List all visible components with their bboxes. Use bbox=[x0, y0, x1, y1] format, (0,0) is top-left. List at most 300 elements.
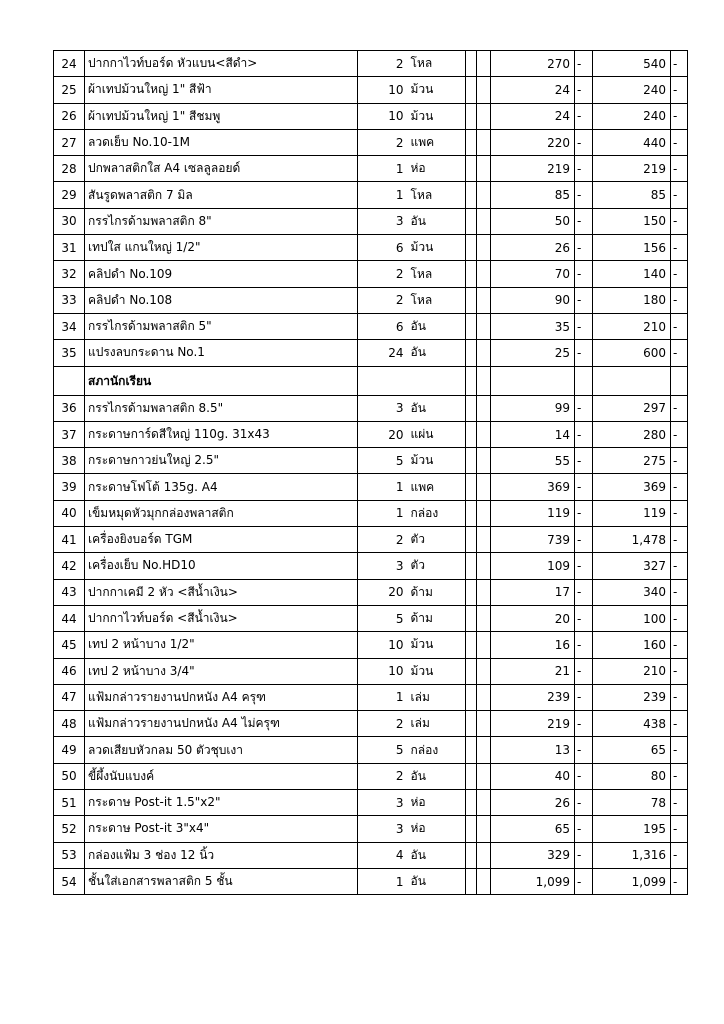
blank-cell bbox=[477, 182, 491, 208]
unit-price: 35 bbox=[491, 313, 575, 339]
unit-price: 21 bbox=[491, 658, 575, 684]
unit-price: 85 bbox=[491, 182, 575, 208]
total-price: 540 bbox=[593, 51, 671, 77]
item-name: กรรไกรด้ามพลาสติก 8.5" bbox=[85, 395, 358, 421]
blank-cell bbox=[466, 763, 477, 789]
item-unit: ม้วน bbox=[408, 658, 466, 684]
item-quantity: 1 bbox=[358, 474, 408, 500]
item-name: กล่องแฟ้ม 3 ช่อง 12 นิ้ว bbox=[85, 842, 358, 868]
satang-cell: - bbox=[671, 868, 688, 894]
item-quantity: 3 bbox=[358, 553, 408, 579]
satang-cell: - bbox=[671, 737, 688, 763]
table-row bbox=[54, 51, 688, 77]
item-name: ลวดเสียบหัวกลม 50 ตัวชุบเงา bbox=[85, 737, 358, 763]
satang-cell: - bbox=[575, 763, 593, 789]
satang-cell: - bbox=[671, 421, 688, 447]
blank-cell bbox=[466, 868, 477, 894]
total-price: 600 bbox=[593, 340, 671, 366]
item-number: 30 bbox=[54, 208, 85, 234]
unit-price: 99 bbox=[491, 395, 575, 421]
satang-cell: - bbox=[575, 737, 593, 763]
table-row bbox=[54, 605, 688, 631]
total-price: 438 bbox=[593, 711, 671, 737]
satang-cell: - bbox=[671, 313, 688, 339]
item-quantity: 2 bbox=[358, 287, 408, 313]
total-price: 327 bbox=[593, 553, 671, 579]
unit-price: 270 bbox=[491, 51, 575, 77]
blank-cell bbox=[466, 500, 477, 526]
blank-cell bbox=[466, 737, 477, 763]
item-number: 29 bbox=[54, 182, 85, 208]
item-quantity: 1 bbox=[358, 684, 408, 710]
blank-cell bbox=[466, 842, 477, 868]
table-row bbox=[54, 395, 688, 421]
item-name: สันรูดพลาสติก 7 มิล bbox=[85, 182, 358, 208]
unit-price: 50 bbox=[491, 208, 575, 234]
unit-price: 25 bbox=[491, 340, 575, 366]
satang-cell: - bbox=[671, 261, 688, 287]
table-row bbox=[54, 474, 688, 500]
table-row bbox=[54, 763, 688, 789]
table-row bbox=[54, 527, 688, 553]
section-row bbox=[54, 366, 688, 395]
item-number: 28 bbox=[54, 156, 85, 182]
blank-cell bbox=[477, 395, 491, 421]
item-number: 32 bbox=[54, 261, 85, 287]
unit-price: 17 bbox=[491, 579, 575, 605]
item-name: ขี้ผึ้งนับแบงค์ bbox=[85, 763, 358, 789]
blank-cell bbox=[466, 553, 477, 579]
item-unit: ตัว bbox=[408, 527, 466, 553]
blank-cell bbox=[466, 235, 477, 261]
satang-cell: - bbox=[671, 235, 688, 261]
item-number: 24 bbox=[54, 51, 85, 77]
item-quantity: 4 bbox=[358, 842, 408, 868]
item-quantity: 10 bbox=[358, 658, 408, 684]
table-row bbox=[54, 77, 688, 103]
item-quantity: 2 bbox=[358, 711, 408, 737]
item-number: 36 bbox=[54, 395, 85, 421]
total-price: 160 bbox=[593, 632, 671, 658]
satang-cell: - bbox=[671, 553, 688, 579]
blank-cell bbox=[477, 129, 491, 155]
unit-price: 24 bbox=[491, 103, 575, 129]
blank-cell bbox=[477, 287, 491, 313]
blank-cell bbox=[466, 816, 477, 842]
satang-cell: - bbox=[575, 711, 593, 737]
table-row bbox=[54, 182, 688, 208]
satang-cell: - bbox=[575, 261, 593, 287]
item-quantity: 10 bbox=[358, 632, 408, 658]
blank-cell bbox=[466, 51, 477, 77]
blank-cell bbox=[477, 208, 491, 234]
blank-cell bbox=[477, 737, 491, 763]
blank-cell bbox=[477, 103, 491, 129]
satang-cell: - bbox=[575, 421, 593, 447]
blank-cell bbox=[466, 129, 477, 155]
item-number: 38 bbox=[54, 448, 85, 474]
blank-cell bbox=[466, 103, 477, 129]
satang-cell: - bbox=[575, 474, 593, 500]
item-unit: อัน bbox=[408, 763, 466, 789]
unit-price: 219 bbox=[491, 711, 575, 737]
blank-cell bbox=[466, 527, 477, 553]
total-price: 195 bbox=[593, 816, 671, 842]
blank-cell bbox=[466, 421, 477, 447]
total-price: 297 bbox=[593, 395, 671, 421]
item-name: ลวดเย็บ No.10-1M bbox=[85, 129, 358, 155]
item-name: เทป 2 หน้าบาง 3/4" bbox=[85, 658, 358, 684]
unit-price: 119 bbox=[491, 500, 575, 526]
blank-cell bbox=[466, 313, 477, 339]
satang-cell: - bbox=[671, 816, 688, 842]
table-row bbox=[54, 156, 688, 182]
item-unit: โหล bbox=[408, 182, 466, 208]
item-quantity: 1 bbox=[358, 182, 408, 208]
item-unit: อัน bbox=[408, 842, 466, 868]
item-quantity: 6 bbox=[358, 313, 408, 339]
unit-price: 219 bbox=[491, 156, 575, 182]
blank-cell bbox=[477, 448, 491, 474]
blank-cell bbox=[466, 658, 477, 684]
item-name: กระดาษ Post-it 1.5"x2" bbox=[85, 790, 358, 816]
item-unit: ม้วน bbox=[408, 448, 466, 474]
section-title: สภานักเรียน bbox=[85, 366, 358, 395]
total-price: 100 bbox=[593, 605, 671, 631]
table-row bbox=[54, 816, 688, 842]
item-name: เทป 2 หน้าบาง 1/2" bbox=[85, 632, 358, 658]
satang-cell: - bbox=[671, 474, 688, 500]
table-row bbox=[54, 632, 688, 658]
total-price: 440 bbox=[593, 129, 671, 155]
blank-cell bbox=[477, 340, 491, 366]
item-unit: เล่ม bbox=[408, 684, 466, 710]
blank-cell bbox=[477, 790, 491, 816]
item-name: เทปใส แกนใหญ่ 1/2" bbox=[85, 235, 358, 261]
item-number: 54 bbox=[54, 868, 85, 894]
item-quantity: 3 bbox=[358, 816, 408, 842]
item-quantity: 5 bbox=[358, 605, 408, 631]
unit-price: 16 bbox=[491, 632, 575, 658]
satang-cell: - bbox=[575, 605, 593, 631]
item-unit: ด้าม bbox=[408, 579, 466, 605]
item-name: กระดาษโฟโต้ 135g. A4 bbox=[85, 474, 358, 500]
satang-cell: - bbox=[575, 790, 593, 816]
unit-price: 26 bbox=[491, 790, 575, 816]
blank-cell bbox=[466, 632, 477, 658]
item-quantity: 10 bbox=[358, 103, 408, 129]
satang-cell: - bbox=[671, 632, 688, 658]
item-number: 48 bbox=[54, 711, 85, 737]
blank-cell bbox=[477, 816, 491, 842]
satang-cell: - bbox=[575, 684, 593, 710]
item-quantity: 24 bbox=[358, 340, 408, 366]
unit-price: 90 bbox=[491, 287, 575, 313]
satang-cell: - bbox=[671, 395, 688, 421]
satang-cell: - bbox=[575, 527, 593, 553]
unit-price: 14 bbox=[491, 421, 575, 447]
total-price: 210 bbox=[593, 313, 671, 339]
table-row bbox=[54, 103, 688, 129]
item-unit: แพค bbox=[408, 474, 466, 500]
satang-cell: - bbox=[575, 632, 593, 658]
total-price: 140 bbox=[593, 261, 671, 287]
item-name: ปากกาไวท์บอร์ด หัวแบน<สีดำ> bbox=[85, 51, 358, 77]
total-price: 275 bbox=[593, 448, 671, 474]
blank-cell bbox=[477, 605, 491, 631]
total-price: 1,316 bbox=[593, 842, 671, 868]
satang-cell: - bbox=[671, 790, 688, 816]
blank-cell bbox=[466, 208, 477, 234]
unit-price: 40 bbox=[491, 763, 575, 789]
unit-price: 24 bbox=[491, 77, 575, 103]
item-unit: โหล bbox=[408, 261, 466, 287]
satang-cell: - bbox=[575, 156, 593, 182]
blank-cell bbox=[477, 711, 491, 737]
table-row bbox=[54, 421, 688, 447]
blank-cell bbox=[466, 340, 477, 366]
satang-cell: - bbox=[575, 868, 593, 894]
unit-price: 369 bbox=[491, 474, 575, 500]
item-number: 50 bbox=[54, 763, 85, 789]
item-number: 42 bbox=[54, 553, 85, 579]
satang-cell: - bbox=[671, 287, 688, 313]
item-quantity: 10 bbox=[358, 77, 408, 103]
satang-cell: - bbox=[575, 395, 593, 421]
total-price: 369 bbox=[593, 474, 671, 500]
blank-cell bbox=[477, 313, 491, 339]
blank-cell bbox=[466, 684, 477, 710]
satang-cell: - bbox=[671, 605, 688, 631]
blank-cell bbox=[466, 448, 477, 474]
total-price: 1,478 bbox=[593, 527, 671, 553]
satang-cell: - bbox=[671, 182, 688, 208]
item-number: 40 bbox=[54, 500, 85, 526]
item-number: 43 bbox=[54, 579, 85, 605]
blank-cell bbox=[477, 77, 491, 103]
satang-cell: - bbox=[575, 103, 593, 129]
item-name: กรรไกรด้ามพลาสติก 8" bbox=[85, 208, 358, 234]
satang-cell: - bbox=[671, 156, 688, 182]
item-unit: โหล bbox=[408, 51, 466, 77]
table-row bbox=[54, 287, 688, 313]
blank-cell bbox=[477, 684, 491, 710]
satang-cell: - bbox=[671, 500, 688, 526]
item-unit: ม้วน bbox=[408, 235, 466, 261]
item-number: 31 bbox=[54, 235, 85, 261]
item-name: กระดาษ Post-it 3"x4" bbox=[85, 816, 358, 842]
item-number: 39 bbox=[54, 474, 85, 500]
total-price: 210 bbox=[593, 658, 671, 684]
item-quantity: 20 bbox=[358, 579, 408, 605]
satang-cell: - bbox=[671, 129, 688, 155]
item-name: กระดาษกาวย่นใหญ่ 2.5" bbox=[85, 448, 358, 474]
satang-cell: - bbox=[575, 129, 593, 155]
item-unit: ห่อ bbox=[408, 156, 466, 182]
satang-cell: - bbox=[671, 340, 688, 366]
satang-cell: - bbox=[671, 763, 688, 789]
table-row bbox=[54, 500, 688, 526]
item-unit: อัน bbox=[408, 340, 466, 366]
blank-cell bbox=[477, 421, 491, 447]
item-quantity: 5 bbox=[358, 448, 408, 474]
item-number: 53 bbox=[54, 842, 85, 868]
item-name: ปากกาเคมี 2 หัว <สีน้ำเงิน> bbox=[85, 579, 358, 605]
total-price: 219 bbox=[593, 156, 671, 182]
table-row bbox=[54, 737, 688, 763]
table-body-bottom bbox=[54, 395, 688, 895]
satang-cell: - bbox=[575, 448, 593, 474]
item-number: 47 bbox=[54, 684, 85, 710]
item-number: 49 bbox=[54, 737, 85, 763]
blank-cell bbox=[477, 579, 491, 605]
satang-cell: - bbox=[671, 684, 688, 710]
item-unit: ม้วน bbox=[408, 632, 466, 658]
item-unit: อัน bbox=[408, 208, 466, 234]
item-name: ปกพลาสติกใส A4 เซลลูลอยด์ bbox=[85, 156, 358, 182]
blank-cell bbox=[477, 763, 491, 789]
unit-price: 55 bbox=[491, 448, 575, 474]
table-row bbox=[54, 579, 688, 605]
table-row bbox=[54, 208, 688, 234]
item-unit: แพค bbox=[408, 129, 466, 155]
satang-cell: - bbox=[575, 842, 593, 868]
blank-cell bbox=[477, 527, 491, 553]
table-row bbox=[54, 842, 688, 868]
total-price: 65 bbox=[593, 737, 671, 763]
blank-cell bbox=[477, 474, 491, 500]
item-number: 26 bbox=[54, 103, 85, 129]
item-unit: ตัว bbox=[408, 553, 466, 579]
satang-cell: - bbox=[671, 51, 688, 77]
item-number: 35 bbox=[54, 340, 85, 366]
item-name: คลิปดำ No.108 bbox=[85, 287, 358, 313]
unit-price: 739 bbox=[491, 527, 575, 553]
blank-cell bbox=[477, 500, 491, 526]
table-row bbox=[54, 658, 688, 684]
satang-cell: - bbox=[671, 77, 688, 103]
blank-cell bbox=[466, 605, 477, 631]
unit-price: 13 bbox=[491, 737, 575, 763]
unit-price: 20 bbox=[491, 605, 575, 631]
blank-cell bbox=[466, 287, 477, 313]
item-number: 33 bbox=[54, 287, 85, 313]
blank-cell bbox=[477, 235, 491, 261]
satang-cell: - bbox=[671, 103, 688, 129]
item-unit: ม้วน bbox=[408, 77, 466, 103]
satang-cell: - bbox=[671, 711, 688, 737]
item-unit: ด้าม bbox=[408, 605, 466, 631]
unit-price: 109 bbox=[491, 553, 575, 579]
unit-price: 329 bbox=[491, 842, 575, 868]
item-quantity: 3 bbox=[358, 208, 408, 234]
item-unit: ห่อ bbox=[408, 790, 466, 816]
item-quantity: 6 bbox=[358, 235, 408, 261]
satang-cell: - bbox=[575, 51, 593, 77]
unit-price: 65 bbox=[491, 816, 575, 842]
item-number: 25 bbox=[54, 77, 85, 103]
satang-cell: - bbox=[575, 340, 593, 366]
item-number: 34 bbox=[54, 313, 85, 339]
supply-table bbox=[53, 50, 688, 895]
table-row bbox=[54, 553, 688, 579]
item-number: 51 bbox=[54, 790, 85, 816]
item-number: 52 bbox=[54, 816, 85, 842]
item-name: ชั้นใส่เอกสารพลาสติก 5 ชั้น bbox=[85, 868, 358, 894]
item-name: แฟ้มกล่าวรายงานปกหนัง A4 ครุฑ bbox=[85, 684, 358, 710]
table-row bbox=[54, 235, 688, 261]
blank-cell bbox=[466, 579, 477, 605]
satang-cell: - bbox=[671, 527, 688, 553]
item-number: 46 bbox=[54, 658, 85, 684]
total-price: 280 bbox=[593, 421, 671, 447]
section-header bbox=[54, 366, 688, 395]
table-row bbox=[54, 313, 688, 339]
total-price: 85 bbox=[593, 182, 671, 208]
satang-cell: - bbox=[575, 182, 593, 208]
item-unit: กล่อง bbox=[408, 500, 466, 526]
satang-cell: - bbox=[575, 816, 593, 842]
item-quantity: 2 bbox=[358, 527, 408, 553]
item-name: คลิปดำ No.109 bbox=[85, 261, 358, 287]
satang-cell: - bbox=[575, 500, 593, 526]
blank-cell bbox=[477, 868, 491, 894]
table-row bbox=[54, 261, 688, 287]
table-row bbox=[54, 684, 688, 710]
blank-cell bbox=[466, 77, 477, 103]
satang-cell: - bbox=[671, 208, 688, 234]
satang-cell: - bbox=[575, 235, 593, 261]
item-quantity: 3 bbox=[358, 395, 408, 421]
blank-cell bbox=[477, 51, 491, 77]
item-quantity: 5 bbox=[358, 737, 408, 763]
item-number: 37 bbox=[54, 421, 85, 447]
satang-cell: - bbox=[575, 579, 593, 605]
item-quantity: 1 bbox=[358, 868, 408, 894]
satang-cell: - bbox=[671, 842, 688, 868]
blank-cell bbox=[466, 261, 477, 287]
item-name: กระดาษการ์ดสีใหญ่ 110g. 31x43 bbox=[85, 421, 358, 447]
blank-cell bbox=[466, 395, 477, 421]
satang-cell: - bbox=[671, 579, 688, 605]
table-row bbox=[54, 129, 688, 155]
item-unit: อัน bbox=[408, 868, 466, 894]
item-name: กรรไกรด้ามพลาสติก 5" bbox=[85, 313, 358, 339]
total-price: 239 bbox=[593, 684, 671, 710]
satang-cell: - bbox=[671, 448, 688, 474]
total-price: 156 bbox=[593, 235, 671, 261]
item-number: 45 bbox=[54, 632, 85, 658]
total-price: 240 bbox=[593, 77, 671, 103]
item-name: แฟ้มกล่าวรายงานปกหนัง A4 ไม่ครุฑ bbox=[85, 711, 358, 737]
item-quantity: 2 bbox=[358, 261, 408, 287]
blank-cell bbox=[466, 156, 477, 182]
table-row bbox=[54, 340, 688, 366]
blank-cell bbox=[466, 790, 477, 816]
satang-cell: - bbox=[575, 553, 593, 579]
total-price: 78 bbox=[593, 790, 671, 816]
item-quantity: 1 bbox=[358, 500, 408, 526]
total-price: 119 bbox=[593, 500, 671, 526]
item-quantity: 2 bbox=[358, 51, 408, 77]
item-unit: โหล bbox=[408, 287, 466, 313]
blank-cell bbox=[477, 632, 491, 658]
total-price: 240 bbox=[593, 103, 671, 129]
table-body-top bbox=[54, 51, 688, 367]
blank-cell bbox=[466, 711, 477, 737]
total-price: 180 bbox=[593, 287, 671, 313]
item-unit: อัน bbox=[408, 313, 466, 339]
